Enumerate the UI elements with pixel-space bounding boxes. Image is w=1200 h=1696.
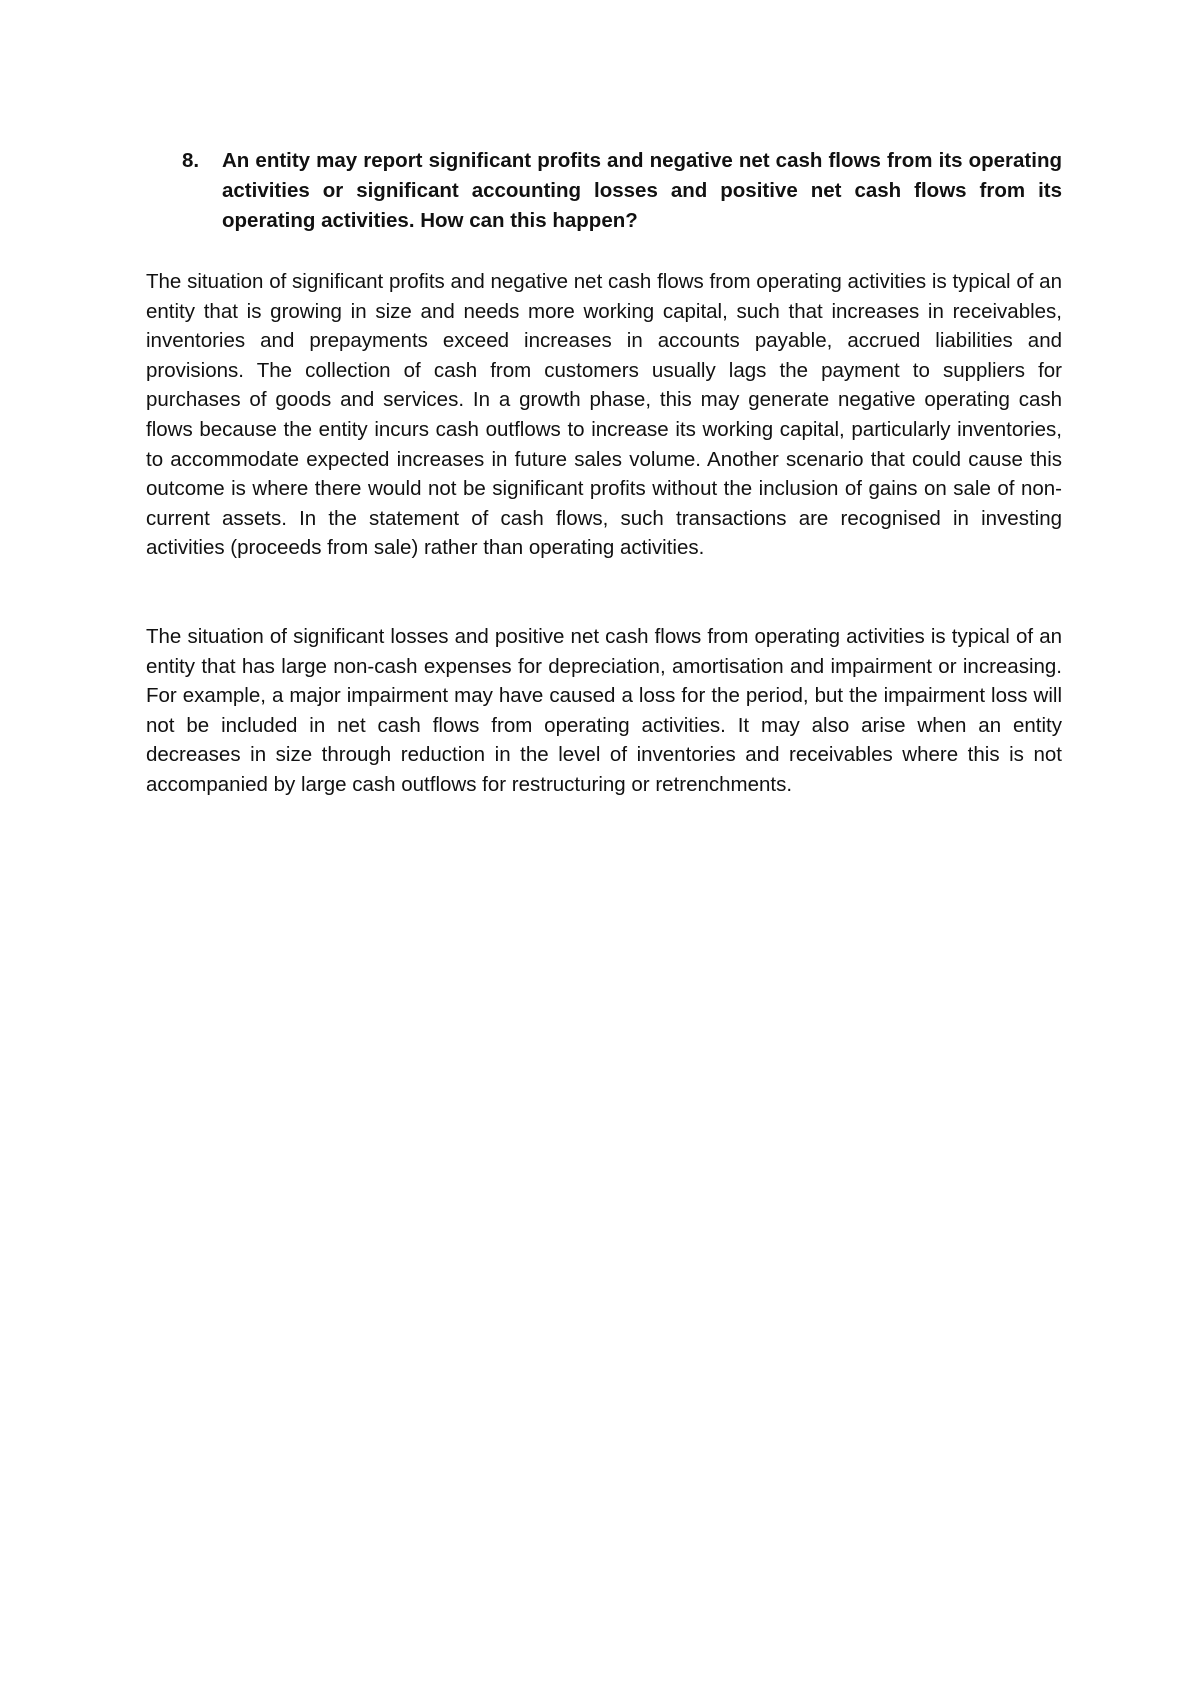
answer-paragraph-2: The situation of significant losses and positive net cash flows from operating activities is typical of an entity that has large non-cash expenses for depreciation, amortisation and impairment or increasing. For example, a major impairment may have caused a loss for the period, but the impairment loss will not be included in net cash flows from operating activities. It may also arise when an entity decreases in size through reduction in the level of inventories and receivables where this is not accompanied by large cash outflows for restructuring or retrenchments. — [146, 625, 1062, 796]
question-number: 8. — [182, 149, 200, 172]
question-block — [182, 146, 1062, 236]
answer-paragraph-1: The situation of significant profits and negative net cash flows from operating activities is typical of an entity that is growing in size and needs more working capital, such that increases in receivables, inventories and prepayments exceed increases in accounts payable, accrued liabilities and provisions. The collection of cash from customers usually lags the payment to suppliers for purchases of goods and services. In a growth phase, this may generate negative operating cash flows because the entity incurs cash outflows to increase its working capital, particularly inventories, to accommodate expected increases in future sales volume. Another scenario that could cause this outcome is where there would not be significant profits without the inclusion of gains on sale of non-current assets. In the statement of cash flows, such transactions are recognised in investing activities (proceeds from sale) rather than operating activities. — [146, 270, 1062, 560]
question-text: An entity may report significant profits and negative net cash flows from its operating activities or significant accounting losses and positive net cash flows from its operating activities. How can this happen? — [222, 149, 1062, 232]
